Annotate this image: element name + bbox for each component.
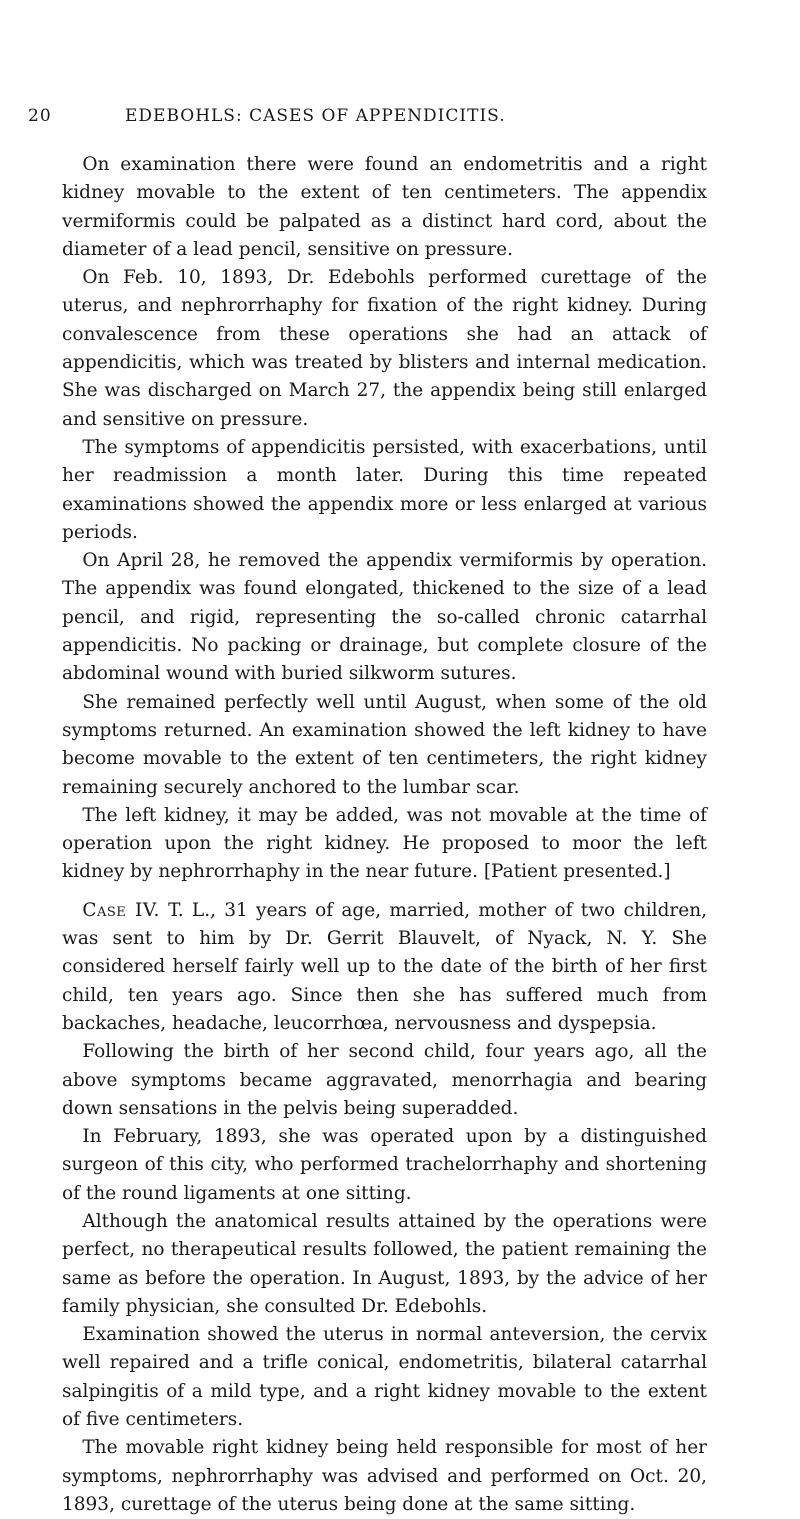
paragraph: On Feb. 10, 1893, Dr. Edebohls performed curettage of the uterus, and nephrorrhaphy for fixation of the right kidney. During convalescence from these operations she had an attack of appendicitis, which was treated by blisters and internal medication. She was discharged on March 27, the appendix being still enlarged and sensitive on pressure.	[62, 267, 707, 430]
body-text	[62, 151, 707, 1519]
paragraph: She remained perfectly well until August, when some of the old symptoms returned. An examination showed the left kidney to have become movable to the extent of ten centimeters, the right kidney remaining securely anchored to the lumbar scar.	[62, 691, 707, 798]
case-text: T. L., 31 years of age, married, mother of two children, was sent to him by Dr. Gerrit Blauvelt, of Nyack, N. Y. She considered herself fairly well up to the date of the birth of her first child, ten years ago. Since then she has suffered much from backaches, headache, leucorrhœa, nervousness and dyspepsia.	[62, 899, 707, 1034]
running-head	[28, 106, 628, 130]
paragraph: On examination there were found an endometritis and a right kidney movable to the extent of ten centimeters. The appendix vermiformis could be palpated as a distinct hard cord, about the diameter of a lead pencil, sensitive on pressure.	[62, 154, 707, 260]
paragraph: The left kidney, it may be added, was not movable at the time of operation upon the right kidney. He proposed to moor the left kidney by nephrorrhaphy in the near future. [Patient presented.]	[62, 804, 707, 883]
paragraph: On April 28, he removed the appendix vermiformis by operation. The appendix was found elongated, thickened to the size of a lead pencil, and rigid, representing the so-called chronic catarrhal appendicitis. No packing or drainage, but complete closure of the abdominal wound with buried silkworm sutures.	[62, 550, 707, 685]
running-title: EDEBOHLS: CASES OF APPENDICITIS.	[125, 106, 506, 126]
paragraph: Examination showed the uterus in normal anteversion, the cervix well repaired and a trifle conical, endometritis, bilateral catarrhal salpingitis of a mild type, and a right kidney movable to the extent of five centimeters.	[62, 1324, 707, 1431]
paragraph: In February, 1893, she was operated upon by a distinguished surgeon of this city, who performed trachelorrhaphy and shortening of the round ligaments at one sitting.	[62, 1126, 707, 1204]
paragraph: The movable right kidney being held responsible for most of her symptoms, nephrorrhaphy was advised and performed on Oct. 20, 1893, curettage of the uterus being done at the same sitting.	[62, 1437, 707, 1515]
paragraph: Following the birth of her second child, four years ago, all the above symptoms became aggravated, menorrhagia and bearing down sensations in the pelvis being superadded.	[62, 1041, 707, 1119]
paragraph: Although the anatomical results attained by the operations were perfect, no therapeutical results followed, the patient remaining the same as before the operation. In August, 1893, by the advice of her family physician, she consulted Dr. Edebohls.	[62, 1210, 707, 1317]
page-number: 20	[28, 106, 52, 126]
case-label: Case IV.	[82, 899, 160, 921]
case-paragraph	[62, 897, 707, 1038]
paragraph: The symptoms of appendicitis persisted, with exacerbations, until her readmission a month later. During this time repeated examinations showed the appendix more or less enlarged at various periods.	[62, 436, 707, 543]
